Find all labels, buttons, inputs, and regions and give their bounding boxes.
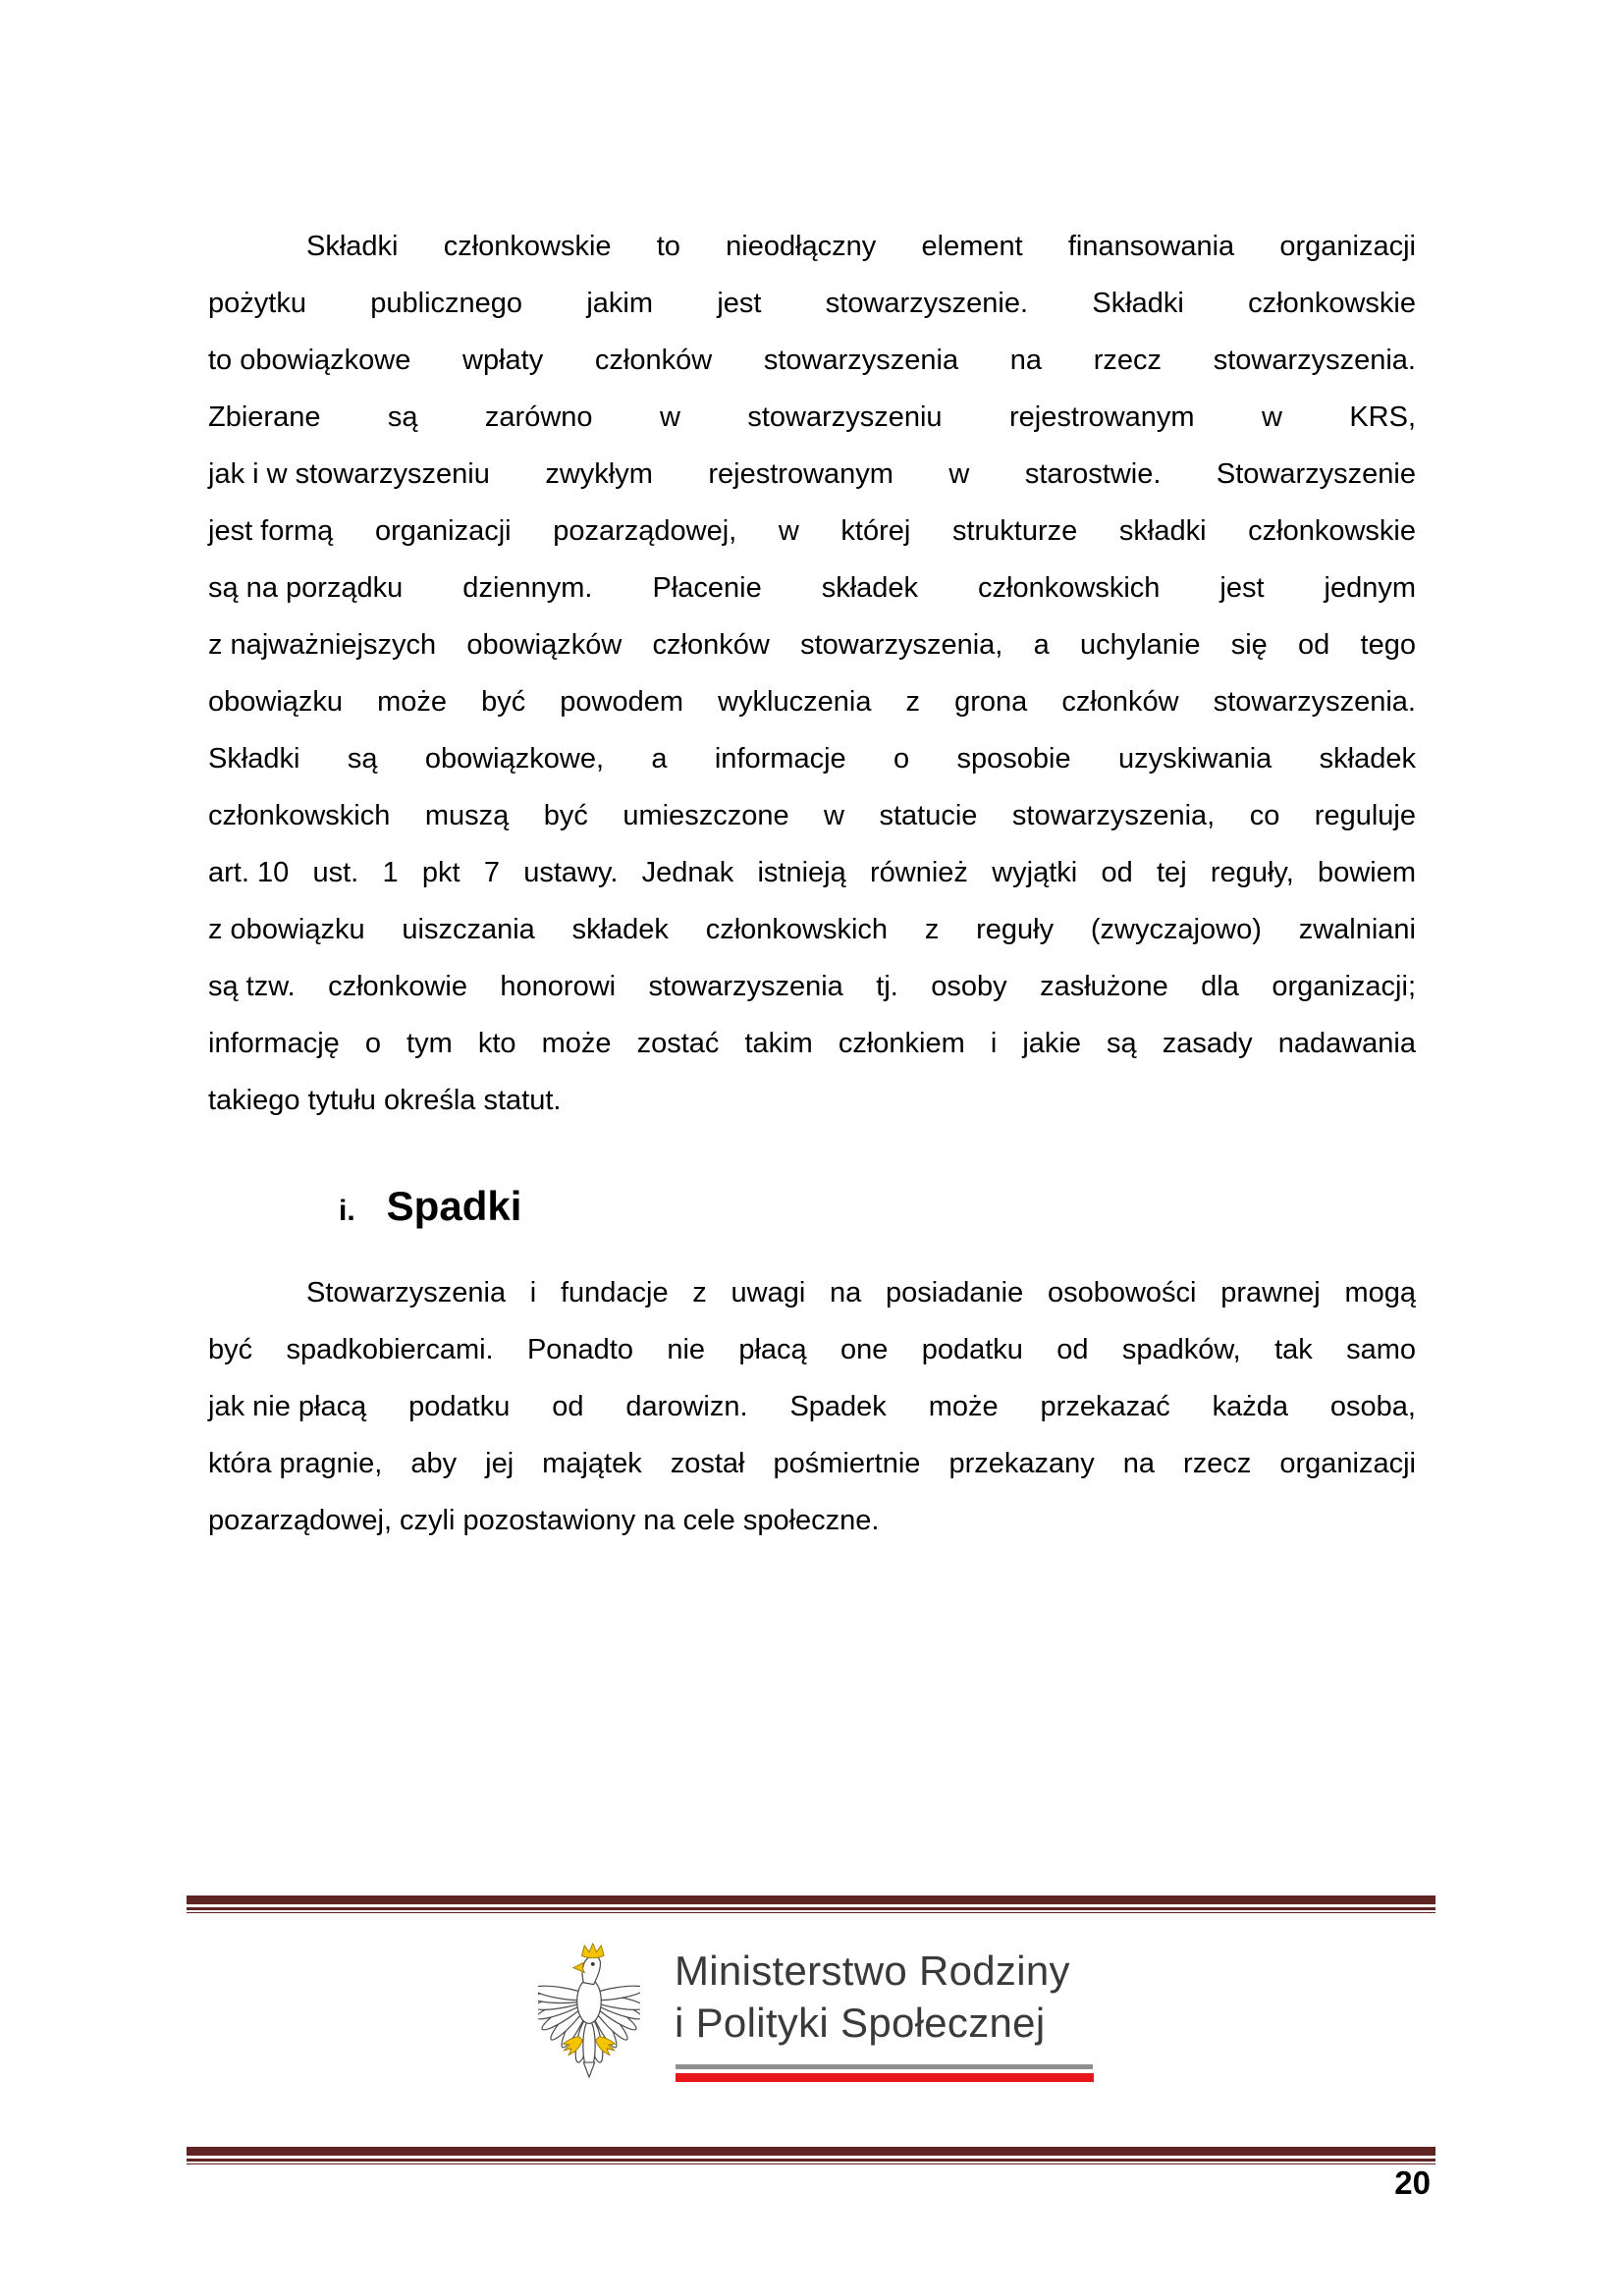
text-line: informację o tym kto może zostać takim członkiem i jakie są zasady nadawania: [208, 1028, 1416, 1059]
rule-hairline: [187, 1912, 1435, 1913]
rule-hairline: [187, 2163, 1435, 2164]
logo-red-line: [676, 2073, 1094, 2082]
text-line: pożytku publicznego jakim jest stowarzyszenie. Składki członkowskie: [208, 288, 1416, 319]
text-line: obowiązku może być powodem wykluczenia z grona członków stowarzyszenia.: [208, 686, 1416, 718]
text-line: art. 10 ust. 1 pkt 7 ustawy. Jednak istnieją również wyjątki od tej reguły, bowiem: [208, 857, 1416, 888]
text-line: Składki członkowskie to nieodłączny element finansowania organizacji: [306, 231, 1416, 262]
paragraph-spadki: [208, 1264, 1416, 1549]
ministry-wordmark: [675, 1945, 1070, 2049]
logo-gray-line: [676, 2064, 1093, 2069]
text-line: z obowiązku uiszczania składek członkowskich z reguły (zwyczajowo) zwalniani: [208, 914, 1416, 945]
text-line: Stowarzyszenia i fundacje z uwagi na posiadanie osobowości prawnej mogą: [306, 1277, 1416, 1308]
heading-number: i.: [339, 1195, 355, 1227]
text-line: jak nie płacą podatku od darowizn. Spadek może przekazać każda osoba,: [208, 1391, 1416, 1422]
text-line: takiego tytułu określa statut.: [208, 1085, 562, 1116]
text-line: z najważniejszych obowiązków członków stowarzyszenia, a uchylanie się od tego: [208, 629, 1416, 661]
text-line: są na porządku dziennym. Płacenie składek członkowskich jest jednym: [208, 572, 1416, 604]
polish-eagle-emblem: [538, 1940, 640, 2085]
text-line: są tzw. członkowie honorowi stowarzyszenia tj. osoby zasłużone dla organizacji;: [208, 971, 1416, 1002]
footer-bottom-rule: [187, 2147, 1435, 2164]
ministry-name-line1: Ministerstwo Rodziny: [675, 1948, 1070, 1994]
text-line: Zbierane są zarówno w stowarzyszeniu rejestrowanym w KRS,: [208, 401, 1416, 433]
footer-top-rule: [187, 1896, 1435, 1913]
text-line: członkowskich muszą być umieszczone w statucie stowarzyszenia, co reguluje: [208, 800, 1416, 831]
text-line: która pragnie, aby jej majątek został pośmiertnie przekazany na rzecz organizacji: [208, 1448, 1416, 1479]
text-line: jest formą organizacji pozarządowej, w której strukturze składki członkowskie: [208, 515, 1416, 547]
ministry-name-line2: i Polityki Społecznej: [675, 2000, 1046, 2046]
section-heading-spadki: [339, 1178, 1416, 1235]
text-line: pozarządowej, czyli pozostawiony na cele społeczne.: [208, 1505, 880, 1536]
rule-thick-band: [187, 2147, 1435, 2156]
rule-thick-band: [187, 1896, 1435, 1904]
text-line: to obowiązkowe wpłaty członków stowarzyszenia na rzecz stowarzyszenia.: [208, 345, 1416, 376]
body-text: [208, 218, 1416, 1549]
text-line: być spadkobiercami. Ponadto nie płacą one podatku od spadków, tak samo: [208, 1334, 1416, 1365]
paragraph-skladki: [208, 218, 1416, 1129]
text-line: Składki są obowiązkowe, a informacje o sposobie uzyskiwania składek: [208, 743, 1416, 774]
text-line: jak i w stowarzyszeniu zwykłym rejestrowanym w starostwie. Stowarzyszenie: [208, 458, 1416, 490]
heading-title: Spadki: [386, 1183, 522, 1229]
page-number: 20: [1394, 2164, 1431, 2201]
